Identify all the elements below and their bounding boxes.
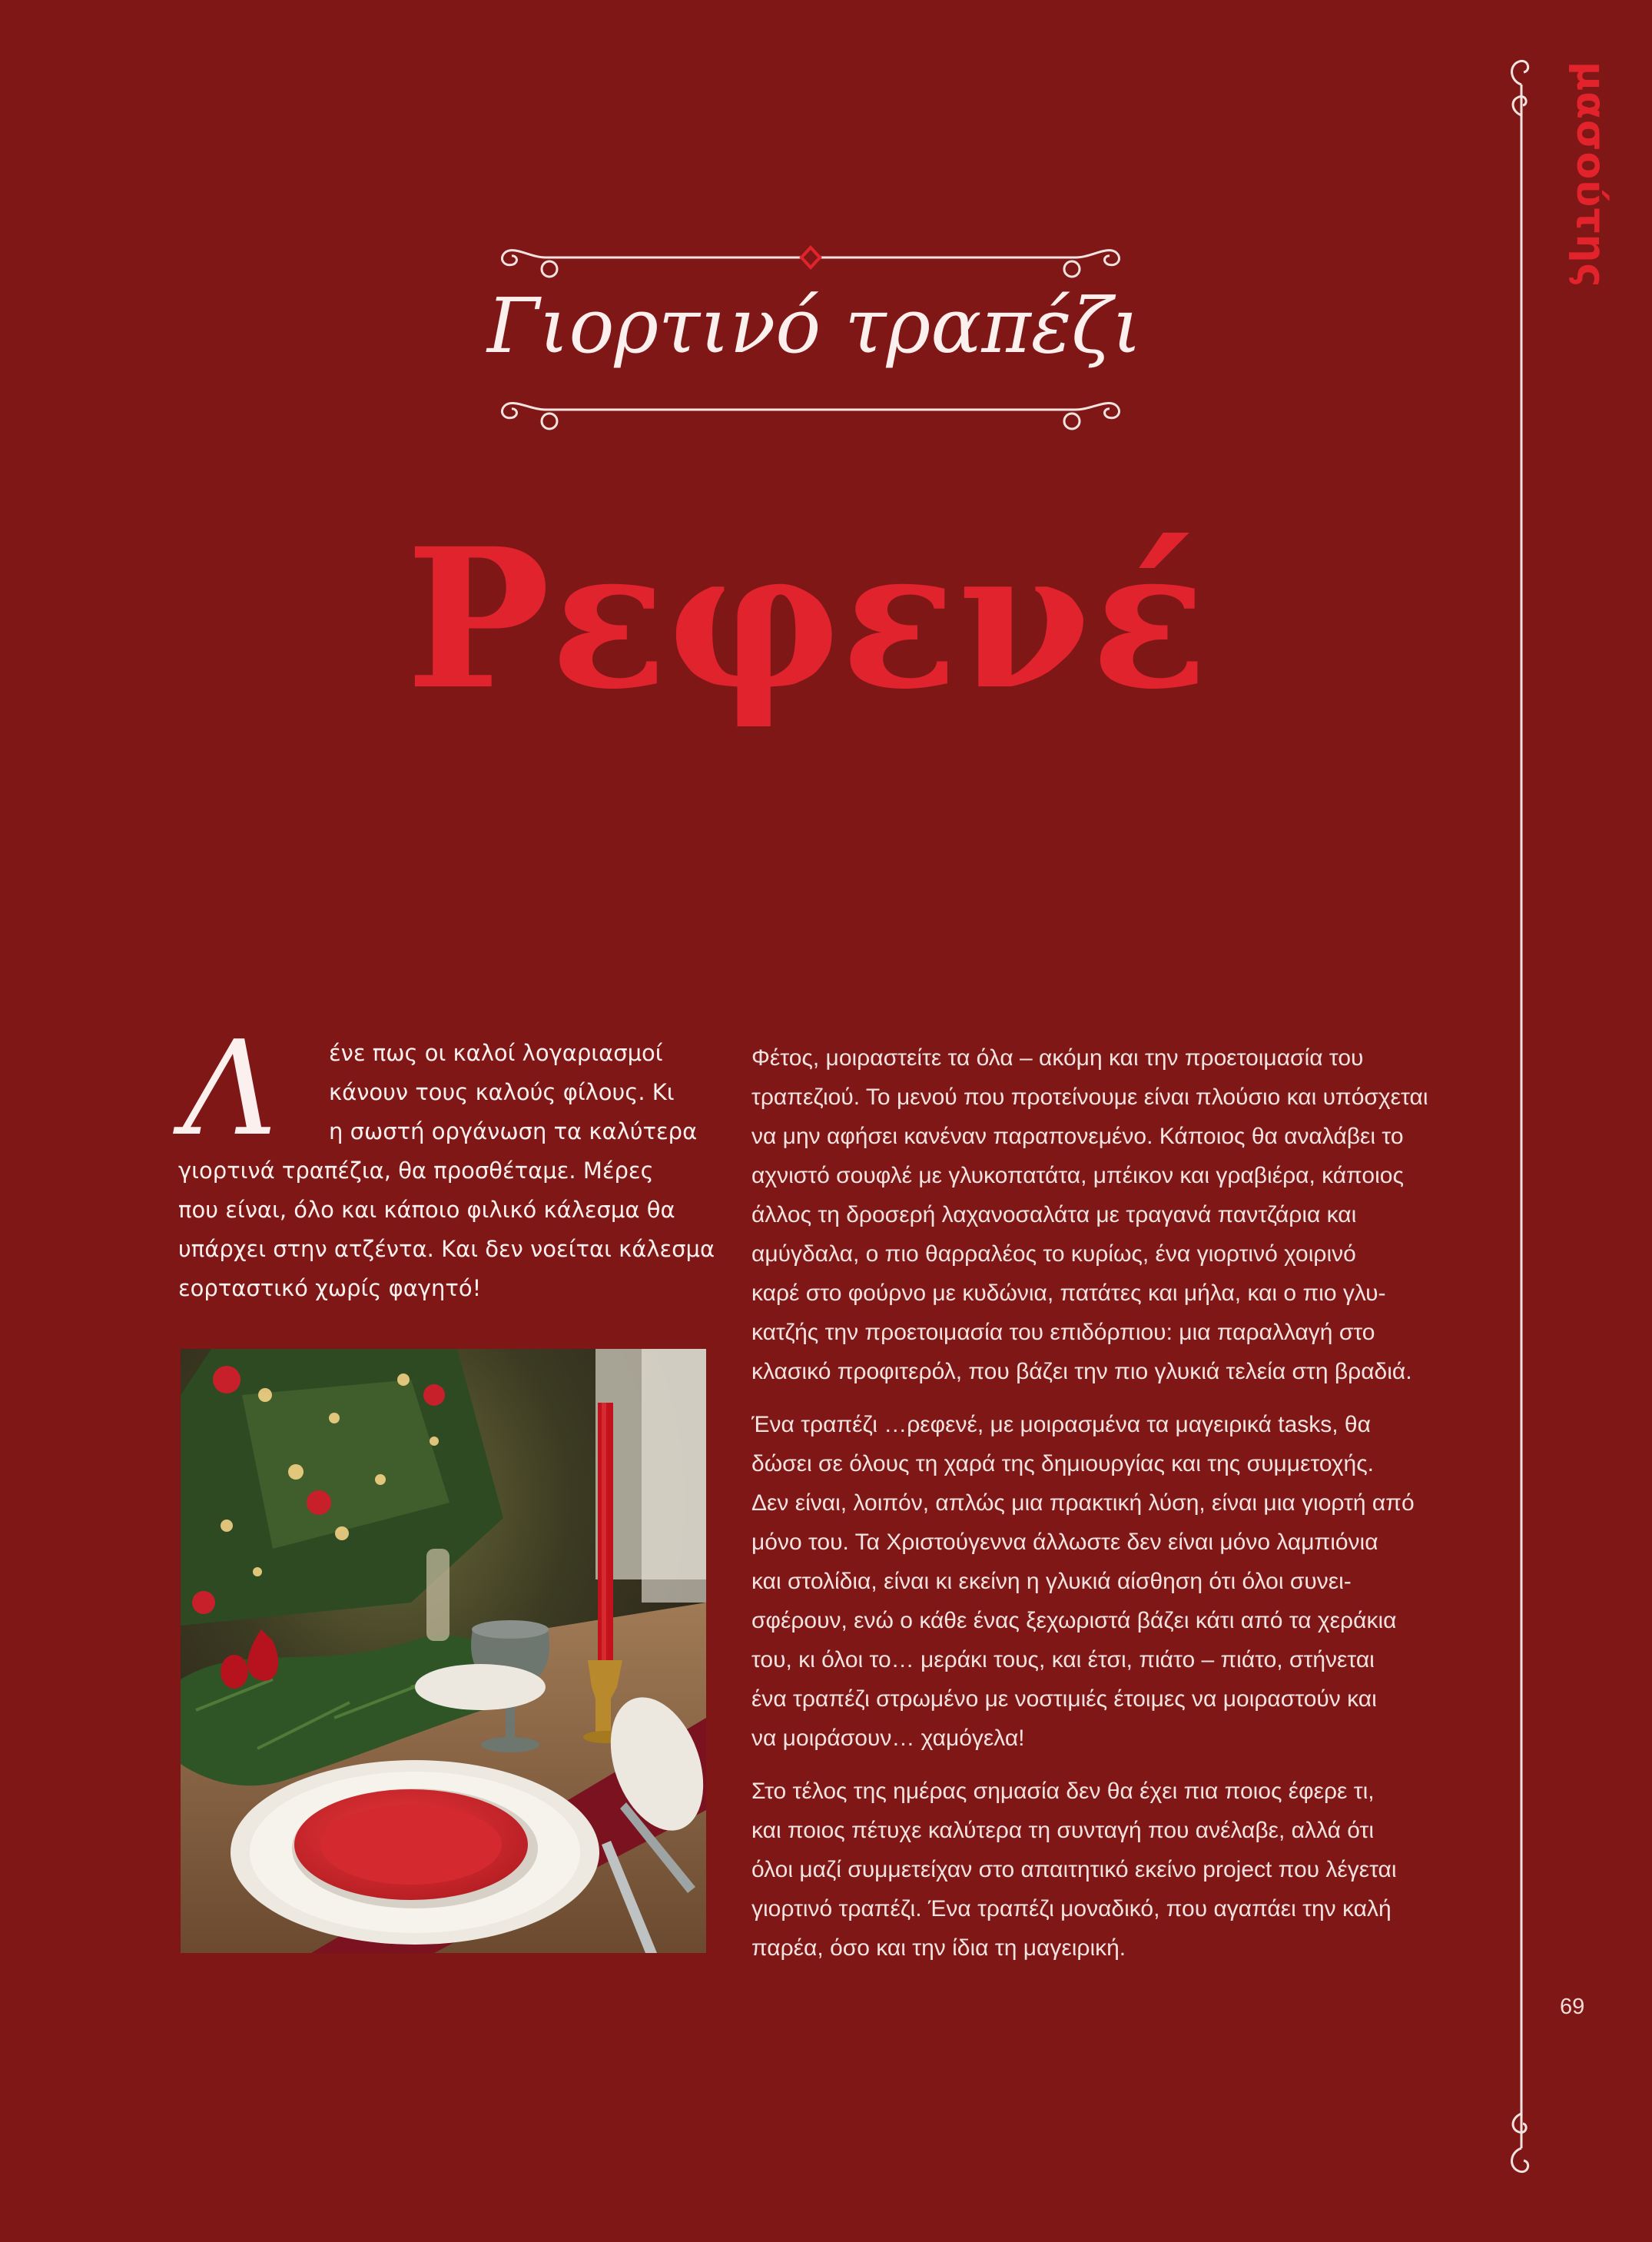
lead-line: η σωστή οργάνωση τα καλύτερα [329, 1118, 698, 1144]
article-headline: Ρεφενέ [406, 506, 1208, 732]
page-number: 69 [1560, 1995, 1585, 2019]
ornament-bottom [484, 388, 1137, 434]
body-line: σφέρουν, ενώ ο κάθε ένας ξεχωριστά βάζει κάτι από τα χεράκια [751, 1608, 1397, 1633]
lead-line: ένε πως οι καλοί λογαριασμοί [329, 1040, 663, 1066]
christmas-table-photo [181, 1349, 706, 1953]
body-line: όλοι μαζί συμμετείχαν στο απαιτητικό εκείνο project που λέγεται [751, 1857, 1397, 1882]
body-line: μόνο του. Τα Χριστούγεννα άλλωστε δεν είναι μόνο λαμπιόνια [751, 1530, 1378, 1555]
body-line: ένα τραπέζι στρωμένο με νοστιμιές έτοιμες να μοιραστούν και [751, 1686, 1377, 1712]
lead-line: γιορτινά τραπέζια, θα προσθέταμε. Μέρες [178, 1158, 654, 1184]
body-line: και ποιος πέτυχε καλύτερα τη συνταγή που ανέλαβε, αλλά ότι [751, 1818, 1375, 1843]
body-line: Δεν είναι, λοιπόν, απλώς μια πρακτική λύση, είναι μια γιορτή από [751, 1490, 1415, 1516]
body-line: κλασικό προφιτερόλ, που βάζει την πιο γλυκιά τελεία στη βραδιά. [751, 1359, 1412, 1384]
body-line: να μην αφήσει κανέναν παραπονεμένο. Κάποιος θα αναλάβει το [751, 1124, 1404, 1149]
body-line: καρέ στο φούρνο με κυδώνια, πατάτες και μήλα, και ο πιο γλυ- [751, 1280, 1386, 1306]
body-line: Ένα τραπέζι …ρεφενέ, με μοιρασμένα τα μαγειρικά tasks, θα [751, 1412, 1371, 1437]
body-line: γιορτινό τραπέζι. Ένα τραπέζι μοναδικό, που αγαπάει την καλή [751, 1896, 1392, 1921]
lead-line: υπάρχει στην ατζέντα. Και δεν νοείται κάλεσμα [178, 1236, 715, 1262]
body-line: κατζής την προετοιμασία του επιδόρπιου: μια παραλλαγή στο [751, 1320, 1375, 1345]
body-line: Φέτος, μοιραστείτε τα όλα – ακόμη και την προετοιμασία του [751, 1045, 1364, 1071]
lead-paragraph [178, 1013, 715, 1318]
body-line: αμύγδαλα, ο πιο θαρραλέος το κυρίως, ένα γιορτινό χοιρινό [751, 1241, 1356, 1267]
body-line: Στο τέλος της ημέρας σημασία δεν θα έχει πια ποιος έφερε τι, [751, 1779, 1375, 1804]
body-line: να μοιράσουν… χαμόγελα! [751, 1726, 1025, 1751]
section-kicker: Γιορτινό τραπέζι [487, 283, 1142, 370]
lead-line: που είναι, όλο και κάποιο φιλικό κάλεσμα θα [178, 1197, 675, 1223]
body-line: και στολίδια, είναι κι εκείνη η γλυκιά αίσθηση ότι όλοι συνει- [751, 1569, 1352, 1594]
lead-line: εορταστικό χωρίς φαγητό! [178, 1275, 482, 1301]
drop-cap: Λ [183, 1013, 277, 1165]
body-line: του, κι όλοι το… μεράκι τους, και έτσι, πιάτο – πιάτο, στήνεται [751, 1647, 1375, 1672]
lead-line: κάνουν τους καλούς φίλους. Κι [329, 1079, 675, 1105]
decorative-rail [1502, 54, 1541, 2175]
body-line: αχνιστό σουφλέ με γλυκοπατάτα, μπέικον και γραβιέρα, κάποιος [751, 1163, 1404, 1188]
body-line: τραπεζιού. Το μενού που προτείνουμε είναι πλούσιο και υπόσχεται [751, 1084, 1428, 1110]
body-line: παρέα, όσο και την ίδια τη μαγειρική. [751, 1935, 1126, 1961]
brand-logo: μασούτης [1567, 61, 1614, 288]
body-line: δώσει σε όλους τη χαρά της δημιουργίας και της συμμετοχής. [751, 1451, 1374, 1476]
body-paragraph-1 [751, 1038, 1428, 1391]
body-paragraph-3 [751, 1772, 1428, 1968]
body-line: άλλος τη δροσερή λαχανοσαλάτα με τραγανά παντζάρια και [751, 1202, 1357, 1227]
body-paragraph-2 [751, 1405, 1428, 1758]
